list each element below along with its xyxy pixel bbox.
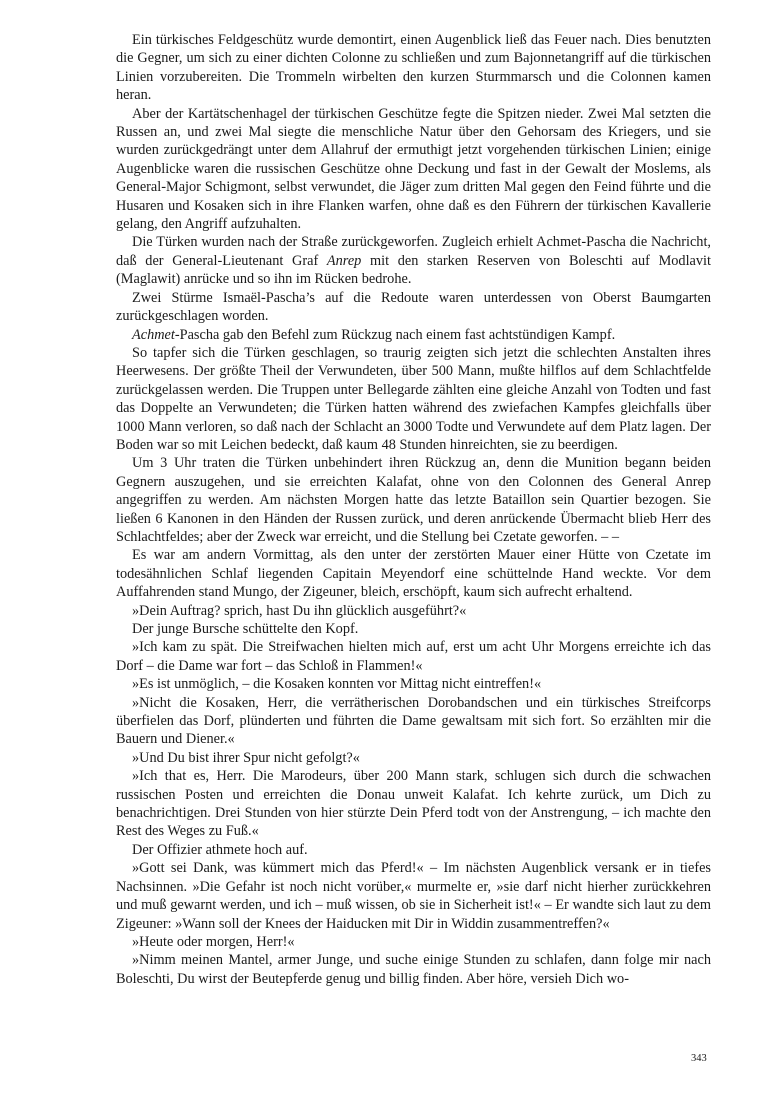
- paragraph: Ein türkisches Feldgeschütz wurde demontirt, einen Augenblick ließ das Feuer nach. Dies benutzten die Gegner, um sich zu einer dichten Colonne zu schließen und zum Bajonnetangriff auf die türkischen Linien vorzubereiten. Die Trommeln wirbelten den kurzen Sturmmarsch und die Colonnen kamen heran.: [116, 32, 711, 104]
- paragraph: »Ich that es, Herr. Die Marodeurs, über 200 Mann stark, schlugen sich durch die schwachen russischen Posten und erreichten die Donau unweit Kalafat. Ich kehrte zurück, um Dich zu benachrichtigen. Drei Stunden von hier stürzte Dein Pferd todt von der Anstrengung, – ich machte den Rest des Weges zu Fuß.«: [116, 768, 711, 840]
- paragraph: Aber der Kartätschenhagel der türkischen Geschütze fegte die Spitzen nieder. Zwei Mal setzten die Russen an, und zwei Mal siegte die menschliche Natur über den Gehorsam des Kriegers, und sie wurden zurückgedrängt unter dem Allahruf der ermuthigt jetzt vorgehenden türkischen Linien; einige Augenblicke waren die russischen Geschütze ohne Deckung und fast in der Gewalt der Moslems, als General-Major Schigmont, selbst verwundet, die Jäger zum dritten Mal gegen den Feind führte und die Husaren und Kosaken sich in ihre Flanken warfen, ohne daß es den Führern der türkischen Kavallerie gelang, den Angriff aufzuhalten.: [116, 105, 711, 233]
- body-text: [116, 31, 711, 988]
- paragraph: Zwei Stürme Ismaël-Pascha’s auf die Redoute waren unterdessen von Oberst Baumgarten zurückgeschlagen worden.: [116, 289, 711, 325]
- paragraph: [116, 326, 711, 344]
- emphasis: Achmet: [132, 326, 175, 343]
- paragraph: »Dein Auftrag? sprich, hast Du ihn glücklich ausgeführt?«: [132, 602, 467, 619]
- paragraph: »Ich kam zu spät. Die Streifwachen hielten mich auf, erst um acht Uhr Morgens erreichte ich das Dorf – die Dame war fort – das Schloß in Flammen!«: [116, 639, 711, 674]
- paragraph: »Und Du bist ihrer Spur nicht gefolgt?«: [132, 749, 360, 766]
- paragraph: Um 3 Uhr traten die Türken unbehindert ihren Rückzug an, denn die Munition begann beiden Gegnern auszugehen, und sie erreichten Kalafat, ohne von den Colonnen des General Anrep angegriffen zu werden. Am nächsten Morgen hatte das letzte Bataillon sein Quartier bezogen. Sie ließen 6 Kanonen in den Händen der Russen zurück, und deren anrückende Übermacht blieb Herr des Schlachtfeldes; aber der Zweck war erreicht, und die Stellung bei Czetate geworfen. – –: [116, 455, 711, 545]
- page-number: 343: [691, 1053, 707, 1064]
- paragraph: »Heute oder morgen, Herr!«: [132, 933, 295, 950]
- text-run: mit den starken Reserven von Boleschti auf Modlavit (Maglawit) anrücke und so ihn im Rücken bedrohe.: [116, 252, 711, 288]
- paragraph: Der Offizier athmete hoch auf.: [132, 841, 308, 858]
- paragraph: »Es ist unmöglich, – die Kosaken konnten vor Mittag nicht eintreffen!«: [132, 676, 542, 693]
- paragraph: Der junge Bursche schüttelte den Kopf.: [132, 621, 359, 637]
- paragraph: »Gott sei Dank, was kümmert mich das Pferd!« – Im nächsten Augenblick versank er in tiefes Nachsinnen. »Die Gefahr ist noch nicht vorüber,« murmelte er, »sie darf nicht hierher zurückkehren und muß gewarnt werden, und ich – muß wissen, ob sie in Sicherheit ist!« – Er wandte sich laut zu dem Zigeuner: »Wann soll der Knees der Haiducken mit Dir in Widdin zusammentreffen?«: [116, 860, 711, 932]
- paragraph: Es war am andern Vormittag, als den unter der zerstörten Mauer einer Hütte von Czetate im todesähnlichen Schlaf liegenden Capitain Meyendorf eine schüttelnde Hand weckte. Vor dem Auffahrenden stand Mungo, der Zigeuner, bleich, erschöpft, kaum sich aufrecht erhaltend.: [116, 547, 711, 601]
- paragraph: So tapfer sich die Türken geschlagen, so traurig zeigten sich jetzt die schlechten Anstalten ihres Heerwesens. Der größte Theil der Verwundeten, über 500 Mann, mußte hilflos auf dem Schlachtfelde zurückgelassen werden. Die Truppen unter Bellegarde zählten eine gleiche Anzahl von Todten und fast das Doppelte an Verwundeten; die Türken hatten während des zwiefachen Kampfes gleichfalls über 1000 Mann verloren, so daß nach der Schlacht an 3000 Todte und Verwundete auf dem Platz lagen. Der Boden war so mit Leichen bedeckt, daß kaum 48 Stunden hinreichten, sie zu beerdigen.: [116, 344, 711, 453]
- emphasis: Anrep: [326, 252, 362, 269]
- paragraph: »Nicht die Kosaken, Herr, die verrätherischen Dorobandschen und ein türkisches Streifcorps überfielen das Dorf, plünderten und führten die Dame gewaltsam mit sich fort. So erzählten mir die Bauern und Diener.«: [116, 694, 711, 748]
- text-run: -Pascha gab den Befehl zum Rückzug nach einem fast achtstündigen Kampf.: [174, 326, 616, 343]
- text-run: Die Türken wurden nach der Straße zurückgeworfen. Zugleich erhielt Achmet-Pascha die Nachricht, daß der General-Lieutenant Graf: [116, 234, 711, 269]
- paragraph: [116, 233, 711, 288]
- paragraph-last: »Nimm meinen Mantel, armer Junge, und suche einige Stunden zu schlafen, dann folge mir nach Boleschti, Du wirst der Beutepferde genug und billig finden. Aber höre, versieh Dich wo-: [116, 952, 711, 987]
